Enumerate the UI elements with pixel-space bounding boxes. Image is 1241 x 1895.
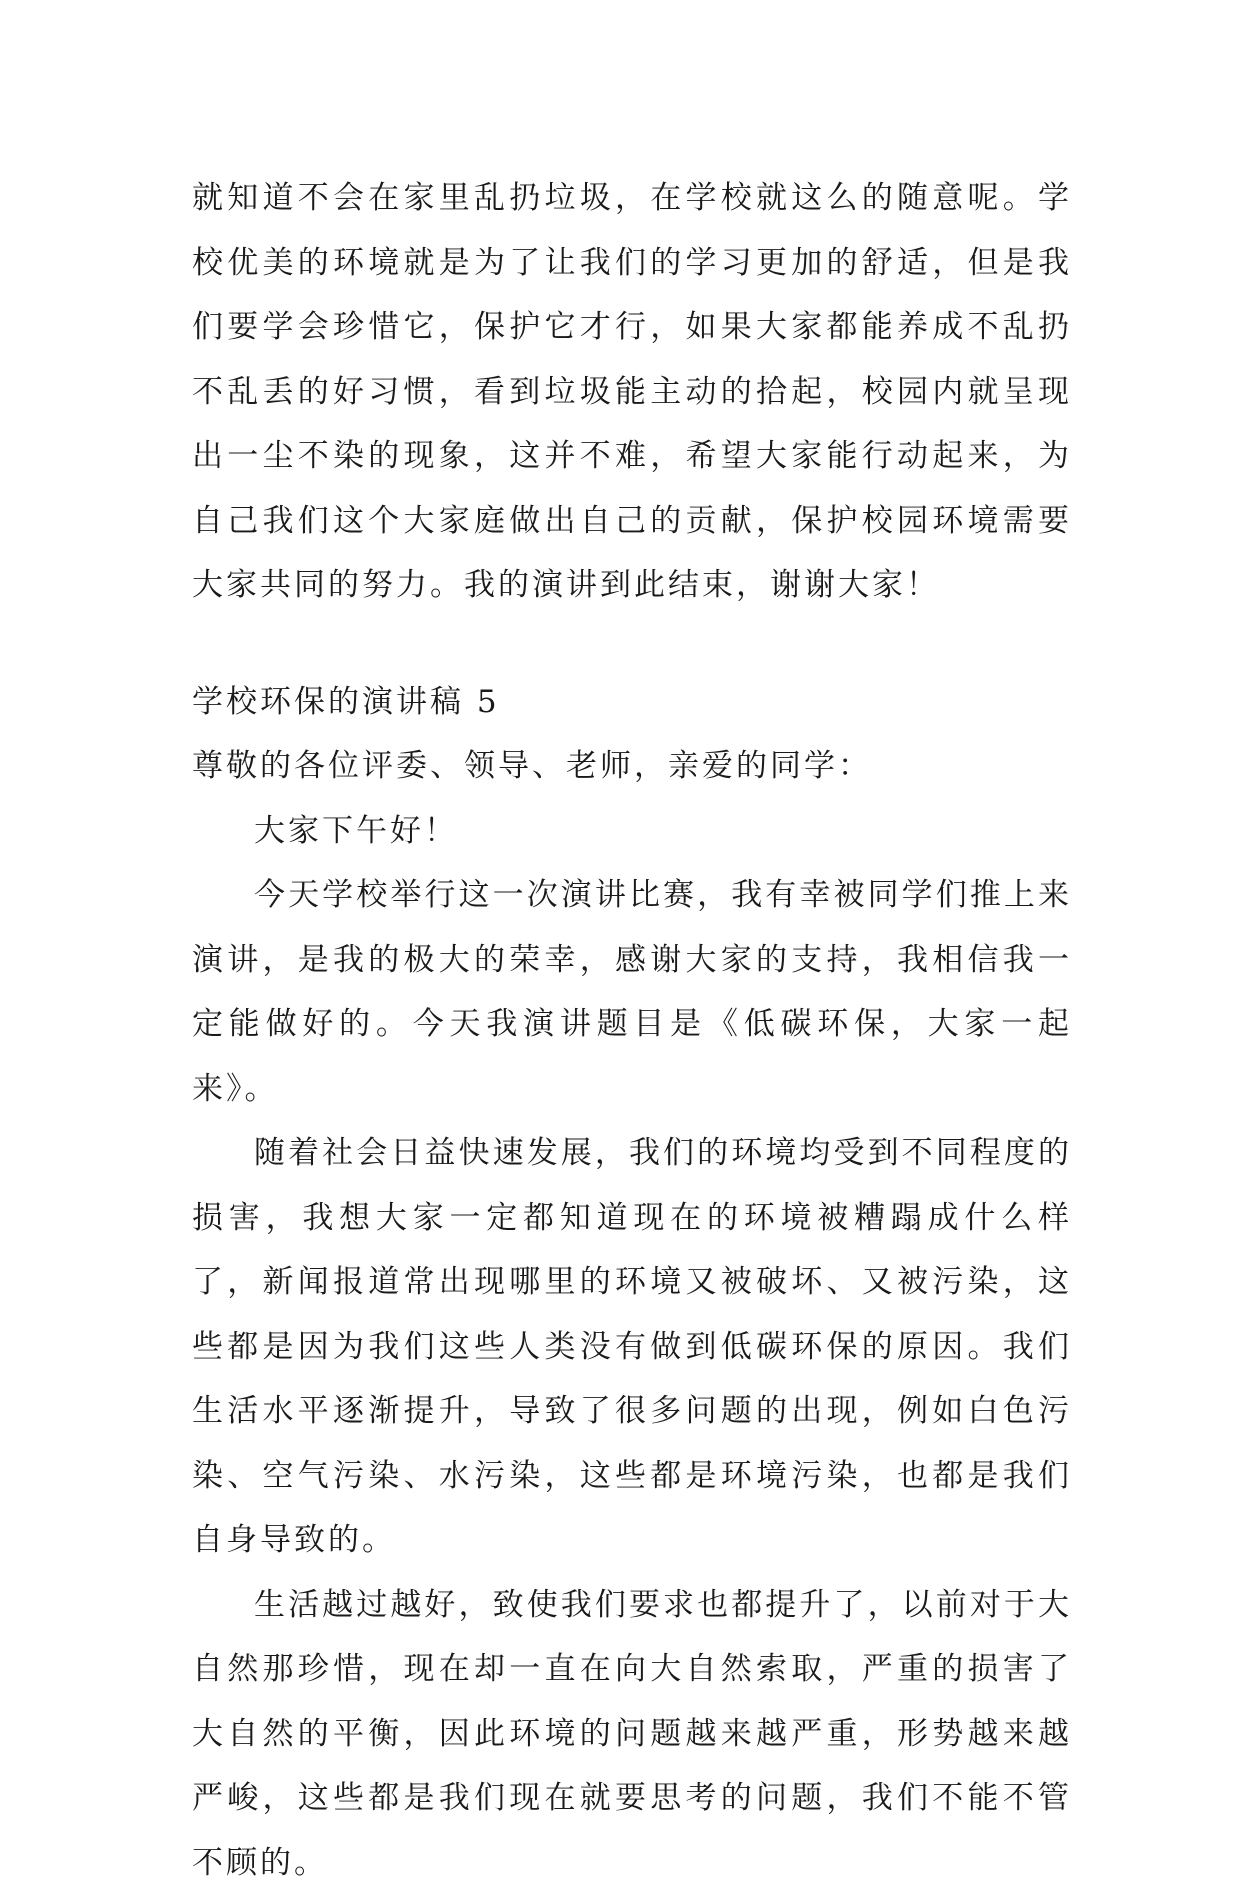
paragraph-3: 生活越过越好，致使我们要求也都提升了，以前对于大自然那珍惜，现在却一直在向大自然索取，严重的损害了大自然的平衡，因此环境的问题越来越严重，形势越来越严峻，这些都是我们现在就要思考的问题，我们不能不管不顾的。 [192, 1573, 1072, 1895]
salutation: 尊敬的各位评委、领导、老师，亲爱的同学： [192, 734, 1072, 799]
continued-paragraph: 就知道不会在家里乱扔垃圾，在学校就这么的随意呢。学校优美的环境就是为了让我们的学习更加的舒适，但是我们要学会珍惜它，保护它才行，如果大家都能养成不乱扔不乱丢的好习惯，看到垃圾能主动的拾起，校园内就呈现出一尘不染的现象，这并不难，希望大家能行动起来，为自己我们这个大家庭做出自己的贡献，保护校园环境需要大家共同的努力。我的演讲到此结束，谢谢大家！ [192, 166, 1072, 618]
paragraph-2: 随着社会日益快速发展，我们的环境均受到不同程度的损害，我想大家一定都知道现在的环境被糟蹋成什么样了，新闻报道常出现哪里的环境又被破坏、又被污染，这些都是因为我们这些人类没有做到低碳环保的原因。我们生活水平逐渐提升，导致了很多问题的出现，例如白色污染、空气污染、水污染，这些都是环境污染，也都是我们自身导致的。 [192, 1121, 1072, 1573]
section-title: 学校环保的演讲稿 5 [192, 670, 1072, 735]
greeting: 大家下午好！ [192, 799, 1072, 864]
paragraph-1: 今天学校举行这一次演讲比赛，我有幸被同学们推上来演讲，是我的极大的荣幸，感谢大家的支持，我相信我一定能做好的。今天我演讲题目是《低碳环保，大家一起来》。 [192, 863, 1072, 1121]
document-body [192, 166, 1072, 1895]
